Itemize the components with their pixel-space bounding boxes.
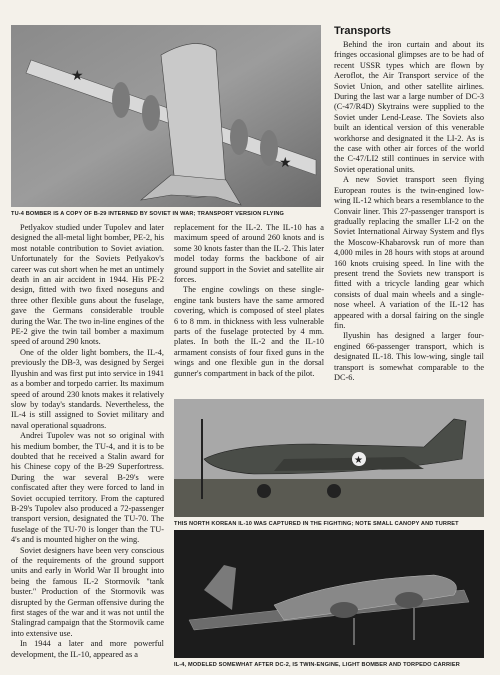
body-paragraph: The engine cowlings on these single-engine tank busters have the same armored covering, which is composed of steel plates 6 to 8 mm. in thickness with less vulnerable parts of the fuselage protected by 4 mm. plates. In both the IL-2 and the IL-10 armament consists of four fixed guns in the wings and one flexible gun in the dorsal gunner's compartment in back of the pilot. [174,285,324,378]
il4-caption: IL-4, MODELED SOMEWHAT AFTER DC-2, IS TWIN-ENGINE, LIGHT BOMBER AND TORPEDO CARRIER [174,662,460,668]
svg-text:★: ★ [71,68,84,84]
transports-column [334,40,484,395]
svg-text:★: ★ [279,155,292,171]
transports-paragraph: Ilyushin has designed a larger four-engined 66-passenger transport, which is designated IL-18. This low-wing, single tail transport is somewhat comparable to the DC-6. [334,331,484,382]
body-paragraph: Soviet designers have been very conscious of the requirements of the ground support units and early in World War II brought into being the famous IL-2 Stormovik "tank buster." Production of the Stormovik was disrupted by the German offensive during the first stages of the war and it was not until the Stalingrad campaign that the Stormovik came into extensive use. [11,545,164,638]
transports-paragraph: A new Soviet transport seen flying European routes is the twin-engined low-wing IL-12 which bears a resemblance to the Convair liner. This 27-passenger transport is gradually replacing the smaller LI-2 on the Soviet International Airway System and flys the Moscow-Khabarovsk run of more than 4,000 miles in 28 hours with stops at around 160 knots cruising speed. In line with the present trend the Soviets new transport is fitted with a tricycle landing gear which consists of dual main wheels and a single-nose wheel. A variation of the IL-12 has appeared with a dorsal fairing on the single fin. [334,175,484,330]
tu4-photo [11,25,321,207]
middle-column [174,223,324,393]
left-column [11,223,164,671]
tu4-caption: TU-4 BOMBER IS A COPY OF B-29 INTERNED BY SOVIET IN WAR; TRANSPORT VERSION FLYING [11,211,285,217]
svg-text:★: ★ [354,455,363,466]
il10-photo [174,399,484,517]
body-paragraph: replacement for the IL-2. The IL-10 has a maximum speed of around 260 knots and is some 30 knots faster than the IL-2. This later model today forms the backbone of air ground support in the Soviet and satellite air forces. [174,223,324,285]
il4-photo [174,530,484,658]
transports-heading: Transports [334,25,391,37]
body-paragraph: Andrei Tupolev was not so original with his medium bomber, the TU-4, and it is to be doubted that he received a Stalin award for his Chinese copy of the B-29 Superfortress. During the war several B-29's were confiscated after they were forced to land in Soviet occupied territory. From the captured B-29's Tupolev also produced a 72-passenger transport version, designated the TU-70. The fuselage of the TU-70 is longer than the TU-4's and is mounted higher on the wing. [11,431,164,545]
body-paragraph: In 1944 a later and more powerful development, the IL-10, appeared as a [11,639,164,659]
body-paragraph: One of the older light bombers, the IL-4, previously the DB-3, was designed by Sergei Ilyushin and was first put into service in 1941 as a bomber and torpedo carrier. Its maximum speed of around 230 knots makes it relatively slow by today's standards. Nevertheless, the IL-4 is still assigned to Soviet military and naval operational squadrons. [11,347,164,430]
il10-caption: THIS NORTH KOREAN IL-10 WAS CAPTURED IN THE FIGHTING; NOTE SMALL CANOPY AND TURRET [174,521,459,527]
body-paragraph: Petlyakov studied under Tupolev and later designed the all-metal light bomber, PE-2, his most notable contribution to Soviet aviation. Unfortunately for the Soviets Petlyakov's career was cut short when he met an untimely death in an air accident in 1944. His PE-2 design, fitted with two fixed noseguns and three other flexible guns about the fuselage, gave the Germans considerable trouble during the War. The two in-line engines of the PE-2 give the twin tail bomber a maximum speed of around 290 knots. [11,223,164,347]
transports-paragraph: Behind the iron curtain and about its fringes occasional glimpses are to be had of recent USSR types which are flown by Aeroflot, the Air Transport service of the Soviet Union, and other satellite airlines. During the last war a large number of DC-3 (C-47/R4D) Skytrains were supplied to the Soviet under Lend-Lease. The Soviets also built an identical version of this venerable workhorse and designated it the LI-2. As is the case with other air forces of the world the C-47/LI2 still continues in service with Soviet operational units. [334,40,484,174]
